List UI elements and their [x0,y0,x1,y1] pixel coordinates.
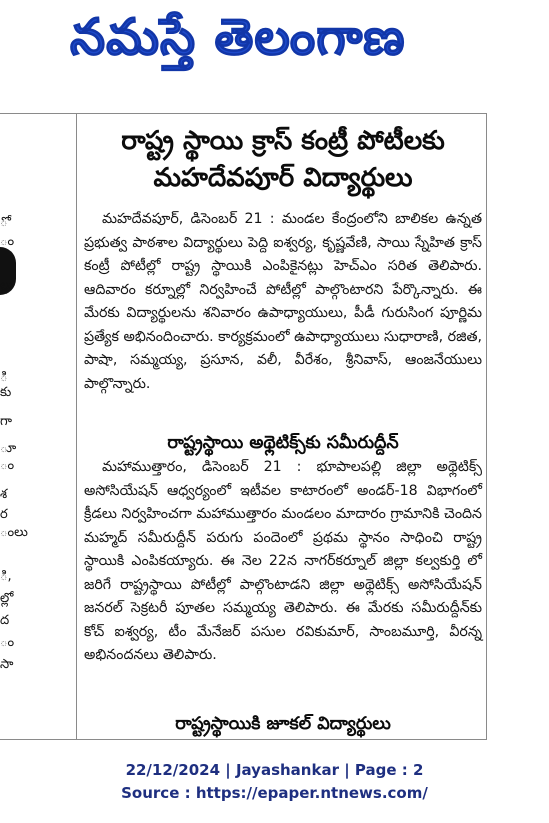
headline-line-2: మహదేవపూర్ విద్యార్థులు [153,163,413,193]
column-fragment-text: ం [0,234,15,249]
subheading-athletics: రాష్ట్రస్థాయి అథ్లెటిక్స్‌కు సమీరుద్దీన్ [167,433,399,453]
column-fragment-text: ో [0,215,8,230]
column-fragment-text: ంలు [0,525,28,540]
article-paragraph-2: మహాముత్తారం, డిసెంబర్ 21 : భూపాలపల్లి జిల్లా అథ్లెటిక్స్ అసోసియేషన్ ఆధ్వర్యంలో ఇటీవల కాటారంలో అండర్-18 విభాగంలో క్రీడలు నిర్వహించగా మహాముత్తారం మండలం మాదారం గ్రామానికి చెందిన మహ్మద్ సమీరుద్దీన్ పరుగు పందెంలో ప్రథమ స్థానం సాధించి రాష్ట్ర స్థాయికి ఎంపికయ్యారు. ఈ నెల 22న నాగర్‌కర్నూల్ జిల్లా కల్వకుర్తి లో జరిగే రాష్ట్రస్థాయి పోటీల్లో పాల్గొంటాడని జిల్లా అథ్లెటిక్స్ అసోసియేషన్ జనరల్ సెక్రటరీ పూతల సమ్మయ్య తెలిపారు. ఈ మేరకు సమీరుద్దీన్‌కు కోచ్ ఐశ్వర్య, టీం మేనేజర్ పసుల రవికుమార్, సాంబమూర్తి, వీరన్న అభినందనలు తెలిపారు. [84,459,482,663]
column-fragment-text: శ [0,487,8,502]
frame-bottom-border [0,739,486,740]
column-fragment-text: ి [0,370,8,385]
footer-date-edition: 22/12/2024 | Jayashankar | Page : 2 [125,761,424,779]
headline-line-1: రాష్ట్ర స్థాయి క్రాస్ కంట్రీ పోటీలకు [121,126,445,156]
frame-top-border [0,113,486,114]
masthead-logo [70,2,490,72]
column-fragment-text: ం [0,635,15,650]
article-paragraph-1: మహదేవపూర్, డిసెంబర్ 21 : మండల కేంద్రంలోని బాలికల ఉన్నత ప్రభుత్వ పాఠశాల విద్యార్థులు పెద్ది ఐశ్వర్య, కృష్ణవేణి, సాయి స్నేహిత క్రాస్ కంట్రీ పోటీల్లో రాష్ట్ర స్థాయికి ఎంపికైనట్లు హెచ్ఎం సరిత తెలిపారు. ఆదివారం కర్నూల్లో నిర్వహించే పోటీల్లో పాల్గొంటారని పేర్కొన్నారు. ఈ మేరకు విద్యార్థులను శనివారం ఉపాధ్యాయులు, పీడీ గురుసింగ పూర్ణిమ ప్రత్యేక అభినందించారు. కార్యక్రమంలో ఉపాధ్యాయులు సుధారాణి, రజిత, పాషా, సమ్మయ్య, ప్రసూన, వలీ, వీరేశం, శ్రీనివాస్, ఆంజనేయులు పాల్గొన్నారు. [84,211,482,392]
column-fragment-text: గా [0,414,12,429]
column-fragment-text: సా [0,657,14,672]
column-fragment-text: ద [0,613,10,628]
column-fragment-text: ల్లు [0,278,14,293]
column-fragment-text: ర [0,507,8,522]
frame-right-border [486,113,487,740]
adjacent-column-fragment [0,114,28,739]
column-fragment-text: కు [0,385,12,400]
footer-source-link[interactable]: Source : https://epaper.ntnews.com/ [121,784,428,802]
column-fragment-text: ూ [0,441,17,456]
column-fragment-text: ి, [0,569,12,584]
subheading-jookal: రాష్ట్రస్థాయికి జూకల్ విద్యార్థులు [175,714,391,734]
column-fragment-text: ం [0,458,15,473]
masthead-title: నమస్తే తెలంగాణ [70,8,406,66]
frame-left-border [76,113,77,740]
column-fragment-text: ల్లో [0,591,14,606]
